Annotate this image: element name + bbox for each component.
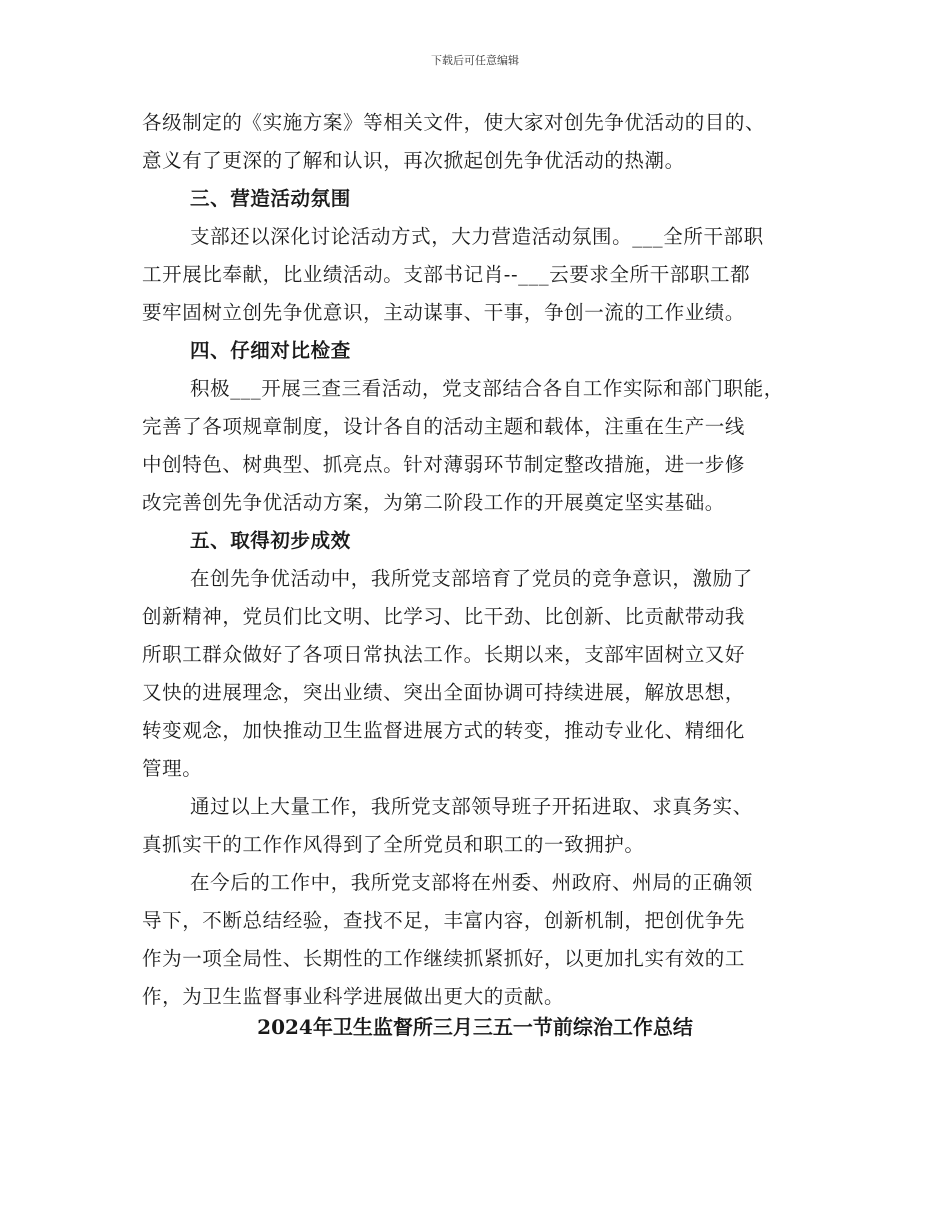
body-line: 各级制定的《实施方案》等相关文件，使大家对创先争优活动的目的、: [142, 111, 766, 134]
body-line: 管理。: [142, 757, 203, 780]
body-line: 转变观念，加快推动卫生监督进展方式的转变，推动专业化、精细化: [142, 719, 746, 742]
body-line: 中创特色、树典型、抓亮点。针对薄弱环节制定整改措施，进一步修: [142, 453, 746, 476]
paragraph-start: 在今后的工作中，我所党支部将在州委、州政府、州局的正确领: [190, 871, 753, 894]
page-header: 下载后可任意编辑: [431, 54, 519, 67]
body-line: 又快的进展理念，突出业绩、突出全面协调可持续进展，解放思想，: [142, 681, 746, 704]
paragraph-start: 在创先争优活动中，我所党支部培育了党员的竞争意识，激励了: [190, 567, 753, 590]
body-line: 改完善创先争优活动方案，为第二阶段工作的开展奠定坚实基础。: [142, 491, 725, 514]
section-heading-3: 三、营造活动氛围: [190, 187, 351, 210]
body-line: 真抓实干的工作作风得到了全所党员和职工的一致拥护。: [142, 833, 645, 856]
body-line: 作，为卫生监督事业科学进展做出更大的贡献。: [142, 985, 565, 1008]
body-line: 工开展比奉献，比业绩活动。支部书记肖--___云要求全所干部职工都: [142, 263, 751, 286]
section-heading-4: 四、仔细对比检查: [190, 339, 351, 362]
body-line: 意义有了更深的了解和认识，再次掀起创先争优活动的热潮。: [142, 149, 685, 172]
paragraph-start: 积极___开展三查三看活动，党支部结合各自工作实际和部门职能，: [190, 377, 784, 400]
body-line: 所职工群众做好了各项日常执法工作。长期以来，支部牢固树立又好: [142, 643, 746, 666]
next-document-title: 2024年卫生监督所三月三五一节前综治工作总结: [257, 1015, 693, 1039]
body-line: 作为一项全局性、长期性的工作继续抓紧抓好，以更加扎实有效的工: [142, 947, 746, 970]
section-heading-5: 五、取得初步成效: [190, 529, 351, 552]
paragraph-start: 通过以上大量工作，我所党支部领导班子开拓进取、求真务实、: [190, 795, 753, 818]
body-line: 导下，不断总结经验，查找不足，丰富内容，创新机制，把创优争先: [142, 909, 746, 932]
paragraph-start: 支部还以深化讨论活动方式，大力营造活动氛围。___全所干部职: [190, 225, 764, 248]
document-body: [142, 104, 822, 1016]
body-line: 创新精神，党员们比文明、比学习、比干劲、比创新、比贡献带动我: [142, 605, 746, 628]
body-line: 完善了各项规章制度，设计各自的活动主题和载体，注重在生产一线: [142, 415, 746, 438]
body-line: 要牢固树立创先争优意识，主动谋事、干事，争创一流的工作业绩。: [142, 301, 746, 324]
